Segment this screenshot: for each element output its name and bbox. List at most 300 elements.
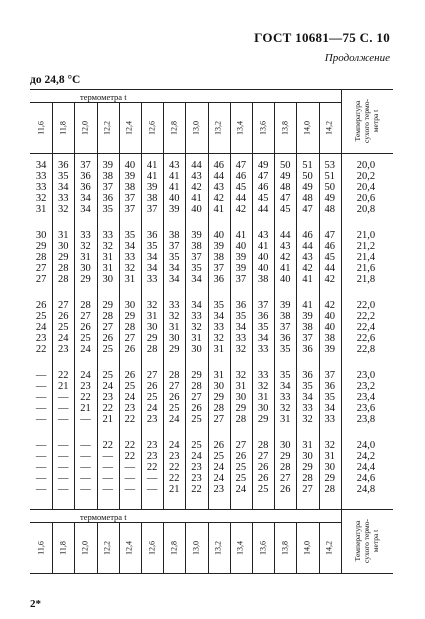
table-cell: 34 bbox=[146, 252, 158, 263]
table-cell: — bbox=[58, 462, 69, 473]
table-cell: 33 bbox=[102, 230, 113, 241]
column-header-bottom-1: 11,8 bbox=[58, 540, 68, 555]
temperature-cell: 23,0 bbox=[356, 370, 376, 381]
column-header-top-9: 13,4 bbox=[235, 120, 245, 135]
table-cell: — bbox=[35, 414, 47, 425]
table-cell: 32 bbox=[302, 414, 313, 425]
table-rule bbox=[30, 509, 393, 510]
table-cell: 33 bbox=[280, 392, 291, 403]
table-cell: 22 bbox=[146, 462, 158, 473]
table-cell: 33 bbox=[146, 274, 158, 285]
table-cell: 26 bbox=[146, 381, 158, 392]
table-cell: 24 bbox=[169, 414, 180, 425]
column-divider bbox=[52, 102, 53, 153]
table-cell: 24 bbox=[35, 322, 47, 333]
table-cell: 40 bbox=[235, 241, 247, 252]
page-mark: 2* bbox=[30, 598, 41, 610]
temperature-cell: 24,8 bbox=[356, 484, 376, 495]
table-cell: 39 bbox=[235, 252, 247, 263]
table-cell: — bbox=[58, 440, 69, 451]
column-header-top-6: 12,8 bbox=[169, 120, 179, 135]
temperature-cell: 21,8 bbox=[356, 274, 376, 285]
table-cell: 30 bbox=[35, 230, 47, 241]
table-cell: 30 bbox=[280, 440, 291, 451]
table-cell: 24 bbox=[80, 344, 91, 355]
column-divider bbox=[163, 102, 164, 153]
table-cell: 26 bbox=[213, 440, 224, 451]
table-cell: 41 bbox=[213, 204, 224, 215]
table-cell: 26 bbox=[235, 451, 247, 462]
table-cell: 27 bbox=[58, 300, 69, 311]
table-cell: 33 bbox=[169, 300, 180, 311]
table-cell: — bbox=[35, 392, 47, 403]
table-cell: 40 bbox=[257, 263, 269, 274]
table-cell: — bbox=[80, 484, 91, 495]
table-cell: 24 bbox=[213, 473, 224, 484]
table-cell: 40 bbox=[169, 193, 180, 204]
table-cell: 21 bbox=[102, 414, 113, 425]
table-cell: 37 bbox=[169, 241, 180, 252]
table-cell: 26 bbox=[169, 392, 180, 403]
table-cell: 36 bbox=[80, 182, 91, 193]
table-cell: 23 bbox=[80, 381, 91, 392]
table-cell: 36 bbox=[280, 333, 291, 344]
table-cell: 28 bbox=[280, 462, 291, 473]
table-cell: 33 bbox=[213, 322, 224, 333]
temperature-cell: 23,6 bbox=[356, 403, 376, 414]
table-cell: 28 bbox=[191, 381, 202, 392]
table-cell: 25 bbox=[146, 392, 158, 403]
table-cell: 26 bbox=[257, 462, 269, 473]
table-cell: 45 bbox=[324, 252, 335, 263]
table-cell: 28 bbox=[235, 414, 247, 425]
table-cell: — bbox=[35, 381, 47, 392]
table-cell: 34 bbox=[191, 300, 202, 311]
table-cell: 22 bbox=[124, 440, 136, 451]
table-cell: 24 bbox=[213, 462, 224, 473]
table-cell: 29 bbox=[213, 392, 224, 403]
table-cell: — bbox=[58, 392, 69, 403]
column-divider bbox=[185, 102, 186, 153]
table-cell: 22 bbox=[169, 462, 180, 473]
table-cell: 39 bbox=[169, 204, 180, 215]
temperature-header-line: метра t bbox=[370, 109, 380, 133]
table-cell: 22 bbox=[124, 414, 136, 425]
temperature-cell: 22,6 bbox=[356, 333, 376, 344]
table-cell: 29 bbox=[146, 333, 158, 344]
table-cell: 37 bbox=[235, 274, 247, 285]
column-divider bbox=[97, 102, 98, 153]
table-cell: 39 bbox=[124, 171, 136, 182]
table-cell: 38 bbox=[213, 252, 224, 263]
table-cell: 42 bbox=[280, 252, 291, 263]
continuation-label: Продолжение bbox=[324, 52, 390, 64]
table-cell: 47 bbox=[280, 193, 291, 204]
table-cell: 29 bbox=[102, 300, 113, 311]
table-cell: 35 bbox=[146, 241, 158, 252]
table-cell: 31 bbox=[324, 451, 335, 462]
table-cell: 36 bbox=[102, 193, 113, 204]
column-header-bottom-9: 13,4 bbox=[235, 540, 245, 555]
table-cell: 38 bbox=[280, 311, 291, 322]
table-cell: 32 bbox=[102, 241, 113, 252]
table-cell: — bbox=[35, 484, 47, 495]
table-cell: 33 bbox=[58, 193, 69, 204]
column-divider bbox=[97, 522, 98, 573]
table-cell: 46 bbox=[235, 171, 247, 182]
table-cell: 27 bbox=[35, 263, 47, 274]
table-cell: 31 bbox=[124, 274, 136, 285]
table-cell: 41 bbox=[257, 241, 269, 252]
column-header-bottom-12: 14,0 bbox=[302, 540, 312, 555]
table-cell: 41 bbox=[302, 274, 313, 285]
temperature-cell: 21,4 bbox=[356, 252, 376, 263]
table-cell: 31 bbox=[146, 311, 158, 322]
temperature-cell: 22,0 bbox=[356, 300, 376, 311]
column-divider bbox=[274, 102, 275, 153]
table-cell: 34 bbox=[235, 322, 247, 333]
column-divider bbox=[141, 102, 142, 153]
temperature-cell: 24,4 bbox=[356, 462, 376, 473]
table-cell: 21 bbox=[80, 403, 91, 414]
column-divider bbox=[319, 522, 320, 573]
column-divider bbox=[74, 102, 75, 153]
temperature-header-top bbox=[353, 91, 380, 151]
table-cell: — bbox=[35, 473, 47, 484]
table-cell: 45 bbox=[235, 182, 247, 193]
table-cell: 28 bbox=[169, 370, 180, 381]
temperature-cell: 21,6 bbox=[356, 263, 376, 274]
table-cell: — bbox=[58, 473, 69, 484]
table-cell: 35 bbox=[257, 322, 269, 333]
table-cell: — bbox=[35, 451, 47, 462]
table-cell: 22 bbox=[102, 403, 113, 414]
table-cell: 32 bbox=[235, 370, 247, 381]
temperature-cell: 24,6 bbox=[356, 473, 376, 484]
column-header-bottom-8: 13,2 bbox=[213, 540, 223, 555]
table-cell: 47 bbox=[324, 230, 335, 241]
table-cell: 29 bbox=[235, 403, 247, 414]
table-cell: — bbox=[58, 403, 69, 414]
table-cell: 38 bbox=[169, 230, 180, 241]
table-cell: 31 bbox=[191, 333, 202, 344]
table-cell: — bbox=[35, 440, 47, 451]
table-cell: 44 bbox=[191, 160, 202, 171]
table-cell: 48 bbox=[280, 182, 291, 193]
table-cell: 42 bbox=[213, 193, 224, 204]
table-cell: 33 bbox=[324, 414, 335, 425]
table-cell: 29 bbox=[80, 274, 91, 285]
thermometer-group-label: термометра t bbox=[80, 92, 127, 102]
table-cell: 30 bbox=[80, 263, 91, 274]
table-cell: 23 bbox=[213, 484, 224, 495]
table-cell: 31 bbox=[58, 230, 69, 241]
table-cell: 34 bbox=[124, 241, 136, 252]
temperature-header-line: сухого термо- bbox=[361, 519, 371, 563]
column-divider bbox=[252, 102, 253, 153]
table-cell: 44 bbox=[280, 230, 291, 241]
table-cell: 27 bbox=[146, 370, 158, 381]
table-cell: 32 bbox=[35, 193, 47, 204]
table-cell: 24 bbox=[235, 484, 247, 495]
table-cell: 32 bbox=[146, 300, 158, 311]
table-cell: 28 bbox=[35, 252, 47, 263]
table-cell: 35 bbox=[235, 311, 247, 322]
table-cell: 42 bbox=[324, 274, 335, 285]
table-cell: 27 bbox=[124, 333, 136, 344]
table-cell: 37 bbox=[213, 263, 224, 274]
table-cell: 34 bbox=[257, 333, 269, 344]
table-cell: 39 bbox=[302, 311, 313, 322]
table-cell: 31 bbox=[102, 252, 113, 263]
column-header-bottom-10: 13,6 bbox=[258, 540, 268, 555]
table-cell: — bbox=[58, 414, 69, 425]
table-cell: 32 bbox=[280, 403, 291, 414]
table-cell: 43 bbox=[213, 182, 224, 193]
table-cell: 35 bbox=[280, 370, 291, 381]
table-cell: 35 bbox=[58, 171, 69, 182]
table-cell: 36 bbox=[324, 381, 335, 392]
table-cell: 31 bbox=[213, 344, 224, 355]
table-cell: 42 bbox=[324, 300, 335, 311]
table-cell: 28 bbox=[146, 344, 158, 355]
column-divider bbox=[141, 522, 142, 573]
temperature-header-line: Температура bbox=[352, 100, 362, 142]
table-cell: 41 bbox=[191, 193, 202, 204]
table-cell: 22 bbox=[80, 392, 91, 403]
table-cell: 25 bbox=[169, 403, 180, 414]
table-cell: 41 bbox=[280, 263, 291, 274]
table-cell: — bbox=[35, 403, 47, 414]
section-title: до 24,8 °С bbox=[30, 74, 81, 86]
column-header-bottom-6: 12,8 bbox=[169, 540, 179, 555]
temperature-cell: 24,0 bbox=[356, 440, 376, 451]
table-cell: 41 bbox=[169, 182, 180, 193]
table-cell: 43 bbox=[280, 241, 291, 252]
table-cell: 29 bbox=[257, 414, 269, 425]
table-cell: 44 bbox=[257, 204, 269, 215]
table-cell: 28 bbox=[324, 484, 335, 495]
table-cell: 31 bbox=[80, 252, 91, 263]
table-cell: 28 bbox=[80, 300, 91, 311]
table-cell: 31 bbox=[169, 322, 180, 333]
column-header-bottom-5: 12,6 bbox=[147, 540, 157, 555]
temperature-cell: 21,0 bbox=[356, 230, 376, 241]
table-cell: 31 bbox=[280, 414, 291, 425]
table-cell: 34 bbox=[169, 274, 180, 285]
table-cell: 24 bbox=[169, 440, 180, 451]
table-cell: 40 bbox=[191, 204, 202, 215]
temperature-cell: 20,8 bbox=[356, 204, 376, 215]
column-divider bbox=[341, 89, 342, 153]
table-cell: 23 bbox=[169, 451, 180, 462]
table-cell: — bbox=[102, 484, 113, 495]
table-cell: 30 bbox=[235, 392, 247, 403]
table-cell: 26 bbox=[124, 370, 136, 381]
column-header-top-1: 11,8 bbox=[58, 120, 68, 135]
table-cell: 30 bbox=[58, 241, 69, 252]
table-cell: 36 bbox=[80, 171, 91, 182]
table-cell: 25 bbox=[257, 484, 269, 495]
table-cell: 46 bbox=[213, 160, 224, 171]
table-cell: 34 bbox=[302, 392, 313, 403]
table-cell: 34 bbox=[80, 204, 91, 215]
temperature-cell: 20,4 bbox=[356, 182, 376, 193]
table-cell: 34 bbox=[280, 381, 291, 392]
table-cell: 44 bbox=[324, 263, 335, 274]
table-cell: 35 bbox=[280, 344, 291, 355]
table-cell: 25 bbox=[191, 414, 202, 425]
table-cell: — bbox=[80, 414, 91, 425]
column-header-bottom-4: 12,4 bbox=[124, 540, 134, 555]
column-divider bbox=[341, 509, 342, 573]
table-cell: 39 bbox=[191, 230, 202, 241]
table-cell: 36 bbox=[58, 160, 69, 171]
temperature-cell: 23,2 bbox=[356, 381, 376, 392]
column-header-bottom-7: 13,0 bbox=[191, 540, 201, 555]
table-cell: 35 bbox=[213, 300, 224, 311]
thermometer-group-label: термометра t bbox=[80, 512, 127, 522]
table-cell: 32 bbox=[80, 241, 91, 252]
table-cell: 25 bbox=[58, 322, 69, 333]
column-header-top-2: 12,0 bbox=[80, 120, 90, 135]
table-cell: 34 bbox=[58, 182, 69, 193]
table-cell: 29 bbox=[124, 311, 136, 322]
table-cell: 37 bbox=[124, 204, 136, 215]
table-cell: 37 bbox=[124, 193, 136, 204]
column-header-top-0: 11,6 bbox=[36, 120, 46, 135]
column-divider bbox=[74, 522, 75, 573]
table-cell: 43 bbox=[169, 160, 180, 171]
table-cell: 24 bbox=[80, 370, 91, 381]
table-cell: 45 bbox=[257, 193, 269, 204]
column-divider bbox=[341, 153, 342, 509]
column-header-bottom-3: 12,2 bbox=[102, 540, 112, 555]
table-cell: 41 bbox=[169, 171, 180, 182]
table-cell: 33 bbox=[124, 252, 136, 263]
temperature-header-line: метра t bbox=[370, 529, 380, 553]
table-cell: 34 bbox=[213, 311, 224, 322]
table-cell: 27 bbox=[213, 414, 224, 425]
table-cell: 46 bbox=[302, 230, 313, 241]
table-cell: 41 bbox=[146, 171, 158, 182]
table-cell: — bbox=[102, 473, 113, 484]
table-cell: 34 bbox=[146, 263, 158, 274]
table-cell: 39 bbox=[146, 182, 158, 193]
table-cell: 28 bbox=[213, 403, 224, 414]
column-divider bbox=[208, 102, 209, 153]
table-cell: 33 bbox=[302, 403, 313, 414]
table-cell: 43 bbox=[257, 230, 269, 241]
table-cell: 35 bbox=[124, 230, 136, 241]
table-cell: 39 bbox=[235, 263, 247, 274]
table-cell: 32 bbox=[191, 322, 202, 333]
table-cell: 42 bbox=[235, 204, 247, 215]
table-cell: 45 bbox=[280, 204, 291, 215]
table-cell: 27 bbox=[302, 484, 313, 495]
table-cell: 47 bbox=[302, 204, 313, 215]
table-cell: 46 bbox=[324, 241, 335, 252]
table-cell: 42 bbox=[302, 263, 313, 274]
table-cell: 32 bbox=[324, 440, 335, 451]
table-cell: 29 bbox=[35, 241, 47, 252]
table-cell: 23 bbox=[146, 414, 158, 425]
column-header-top-7: 13,0 bbox=[191, 120, 201, 135]
table-cell: 49 bbox=[324, 193, 335, 204]
table-cell: 41 bbox=[235, 230, 247, 241]
table-cell: 29 bbox=[324, 473, 335, 484]
table-cell: 26 bbox=[191, 403, 202, 414]
table-cell: 30 bbox=[302, 451, 313, 462]
table-cell: 38 bbox=[302, 322, 313, 333]
table-cell: 28 bbox=[58, 263, 69, 274]
temperature-cell: 22,8 bbox=[356, 344, 376, 355]
column-divider bbox=[230, 522, 231, 573]
temperature-cell: 21,2 bbox=[356, 241, 376, 252]
table-cell: 50 bbox=[280, 160, 291, 171]
table-cell: 40 bbox=[324, 322, 335, 333]
table-cell: 28 bbox=[102, 311, 113, 322]
table-cell: 41 bbox=[302, 300, 313, 311]
table-cell: — bbox=[146, 473, 158, 484]
table-cell: 27 bbox=[280, 473, 291, 484]
table-cell: 23 bbox=[102, 392, 113, 403]
table-cell: 22 bbox=[169, 473, 180, 484]
table-cell: 29 bbox=[280, 451, 291, 462]
table-cell: — bbox=[124, 462, 136, 473]
table-cell: 27 bbox=[257, 451, 269, 462]
table-cell: 36 bbox=[235, 300, 247, 311]
table-cell: 30 bbox=[191, 344, 202, 355]
table-cell: 24 bbox=[191, 451, 202, 462]
column-divider bbox=[119, 102, 120, 153]
table-cell: 33 bbox=[35, 171, 47, 182]
table-cell: 38 bbox=[146, 193, 158, 204]
table-cell: 38 bbox=[124, 182, 136, 193]
table-cell: 31 bbox=[302, 440, 313, 451]
column-header-top-12: 14,0 bbox=[302, 120, 312, 135]
table-cell: — bbox=[102, 451, 113, 462]
temperature-cell: 23,4 bbox=[356, 392, 376, 403]
table-cell: 37 bbox=[80, 160, 91, 171]
column-header-bottom-11: 13,8 bbox=[280, 540, 290, 555]
table-cell: 49 bbox=[302, 182, 313, 193]
table-cell: 38 bbox=[191, 241, 202, 252]
table-cell: 44 bbox=[302, 241, 313, 252]
table-cell: 22 bbox=[191, 484, 202, 495]
table-cell: 33 bbox=[80, 230, 91, 241]
table-cell: 30 bbox=[213, 381, 224, 392]
table-cell: 39 bbox=[280, 300, 291, 311]
table-cell: 25 bbox=[213, 451, 224, 462]
table-cell: — bbox=[35, 462, 47, 473]
table-cell: 35 bbox=[191, 263, 202, 274]
temperature-cell: 23,8 bbox=[356, 414, 376, 425]
table-cell: 28 bbox=[302, 473, 313, 484]
temperature-cell: 20,2 bbox=[356, 171, 376, 182]
table-cell: 28 bbox=[257, 440, 269, 451]
table-cell: 46 bbox=[257, 182, 269, 193]
column-divider bbox=[230, 102, 231, 153]
table-cell: 23 bbox=[146, 440, 158, 451]
column-divider bbox=[208, 522, 209, 573]
table-cell: 31 bbox=[35, 204, 47, 215]
table-cell: 33 bbox=[257, 370, 269, 381]
table-cell: 40 bbox=[213, 230, 224, 241]
table-cell: 21 bbox=[58, 381, 69, 392]
table-cell: 50 bbox=[302, 171, 313, 182]
table-cell: 31 bbox=[102, 263, 113, 274]
